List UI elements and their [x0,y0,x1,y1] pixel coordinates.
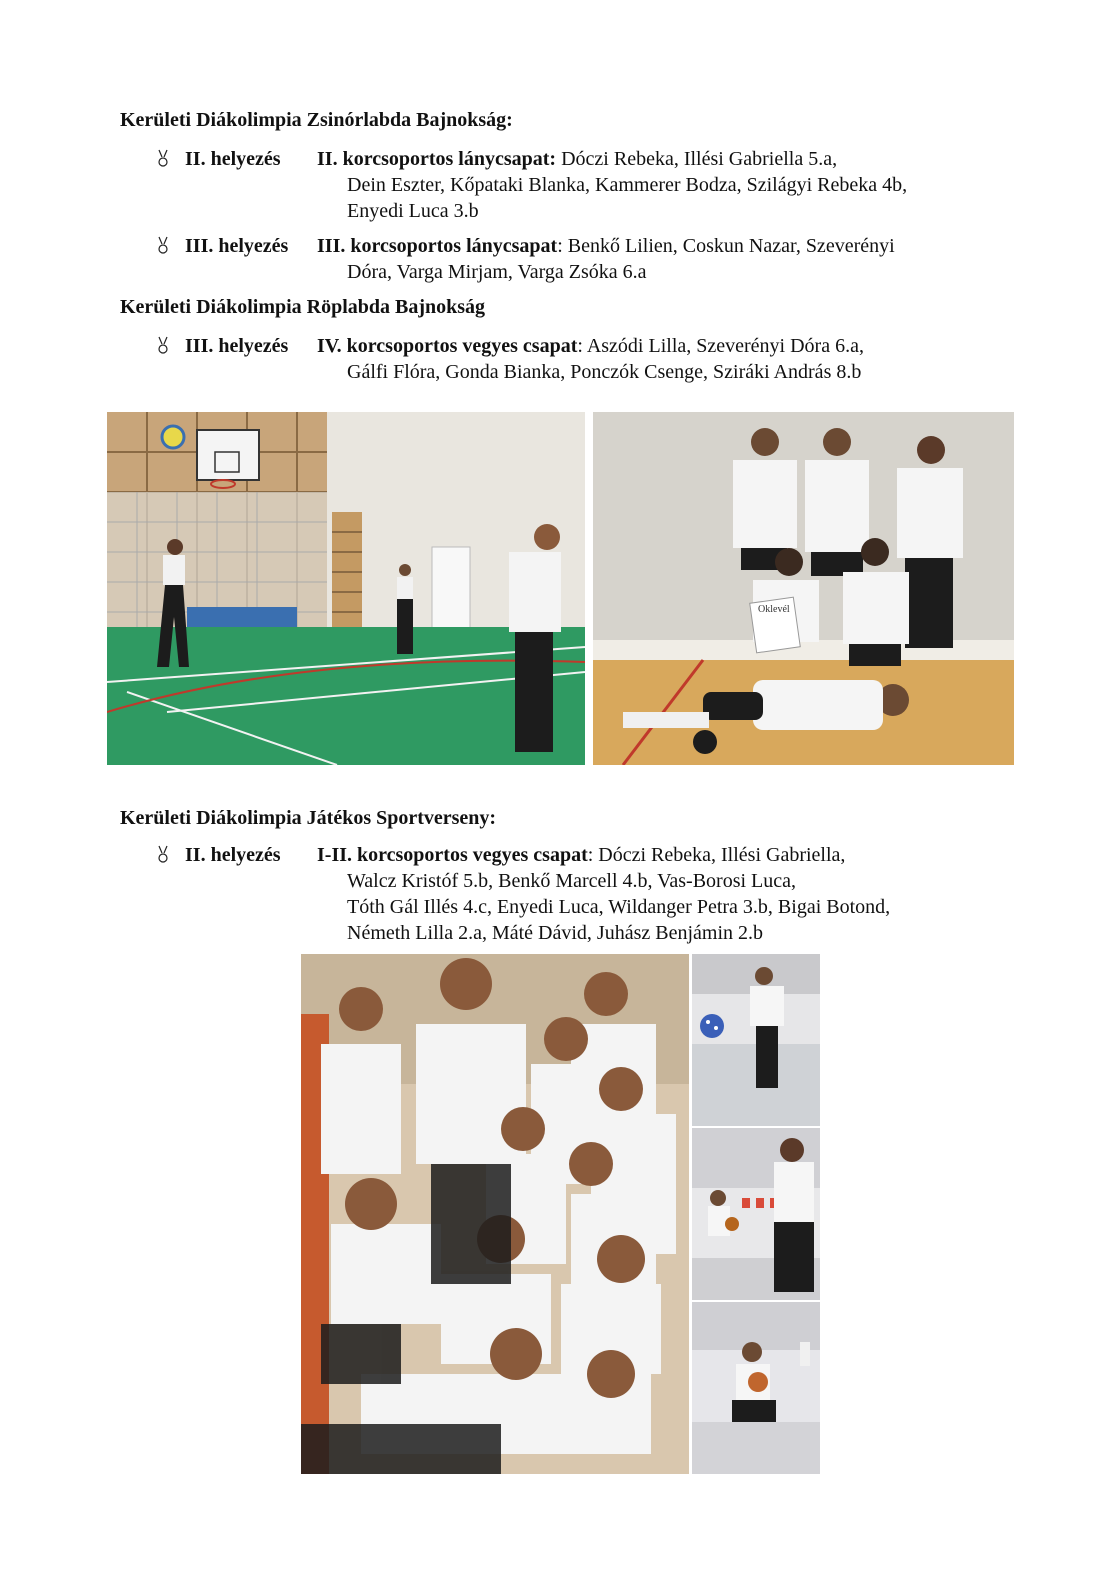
team-members: Gálfi Flóra, Gonda Bianka, Ponczók Csenge, Sziráki András 8.b [347,361,862,383]
team-members: : Benkő Lilien, Coskun Nazar, Szeverényi [557,235,895,257]
section-heading-zsinorlabda: Kerületi Diákolimpia Zsinórlabda Bajnokság: [120,109,513,131]
section-heading-roplabda: Kerületi Diákolimpia Röplabda Bajnokság [120,296,486,318]
team-members: Dóra, Varga Mirjam, Varga Zsóka 6.a [347,261,647,283]
team-members: : Aszódi Lilla, Szeverényi Dóra 6.a, [577,335,864,357]
action-photo-basketball [692,1128,820,1300]
placement-label: III. helyezés [185,235,289,257]
team-label: III. korcsoportos lánycsapat [317,235,558,257]
section-heading-jatekos-sportverseny: Kerületi Diákolimpia Játékos Sportverseny: [120,807,497,829]
placement-label: III. helyezés [185,335,289,357]
team-members: Enyedi Luca 3.b [347,200,479,222]
team-members: : Dóczi Rebeka, Illési Gabriella, [587,844,846,866]
medal-icon [157,149,169,169]
team-label: I-II. korcsoportos vegyes csapat [317,844,588,866]
medal-icon [157,845,169,865]
team-members: Walcz Kristóf 5.b, Benkő Marcell 4.b, Vas-Borosi Luca, [347,870,797,892]
action-photo-crouching [692,1302,820,1474]
placement-label: II. helyezés [185,148,281,170]
action-photo-dribbling [692,954,820,1126]
team-label: II. korcsoportos lánycsapat: [317,148,557,170]
diploma-text: Oklevél [758,604,790,615]
team-members: Tóth Gál Illés 4.c, Enyedi Luca, Wildanger Petra 3.b, Bigai Botond, [347,896,891,918]
team-members: Dein Eszter, Kőpataki Blanka, Kammerer Bodza, Szilágyi Rebeka 4b, [347,174,908,196]
team-members: Németh Lilla 2.a, Máté Dávid, Juhász Benjámin 2.b [347,922,764,944]
team-label: IV. korcsoportos vegyes csapat [317,335,578,357]
placement-label: II. helyezés [185,844,281,866]
team-members: Dóczi Rebeka, Illési Gabriella 5.a, [556,148,838,170]
group-photo [301,954,689,1474]
medal-icon [157,336,169,356]
volleyball-team-photo [593,412,1014,765]
volleyball-game-photo [107,412,585,765]
medal-icon [157,236,169,256]
